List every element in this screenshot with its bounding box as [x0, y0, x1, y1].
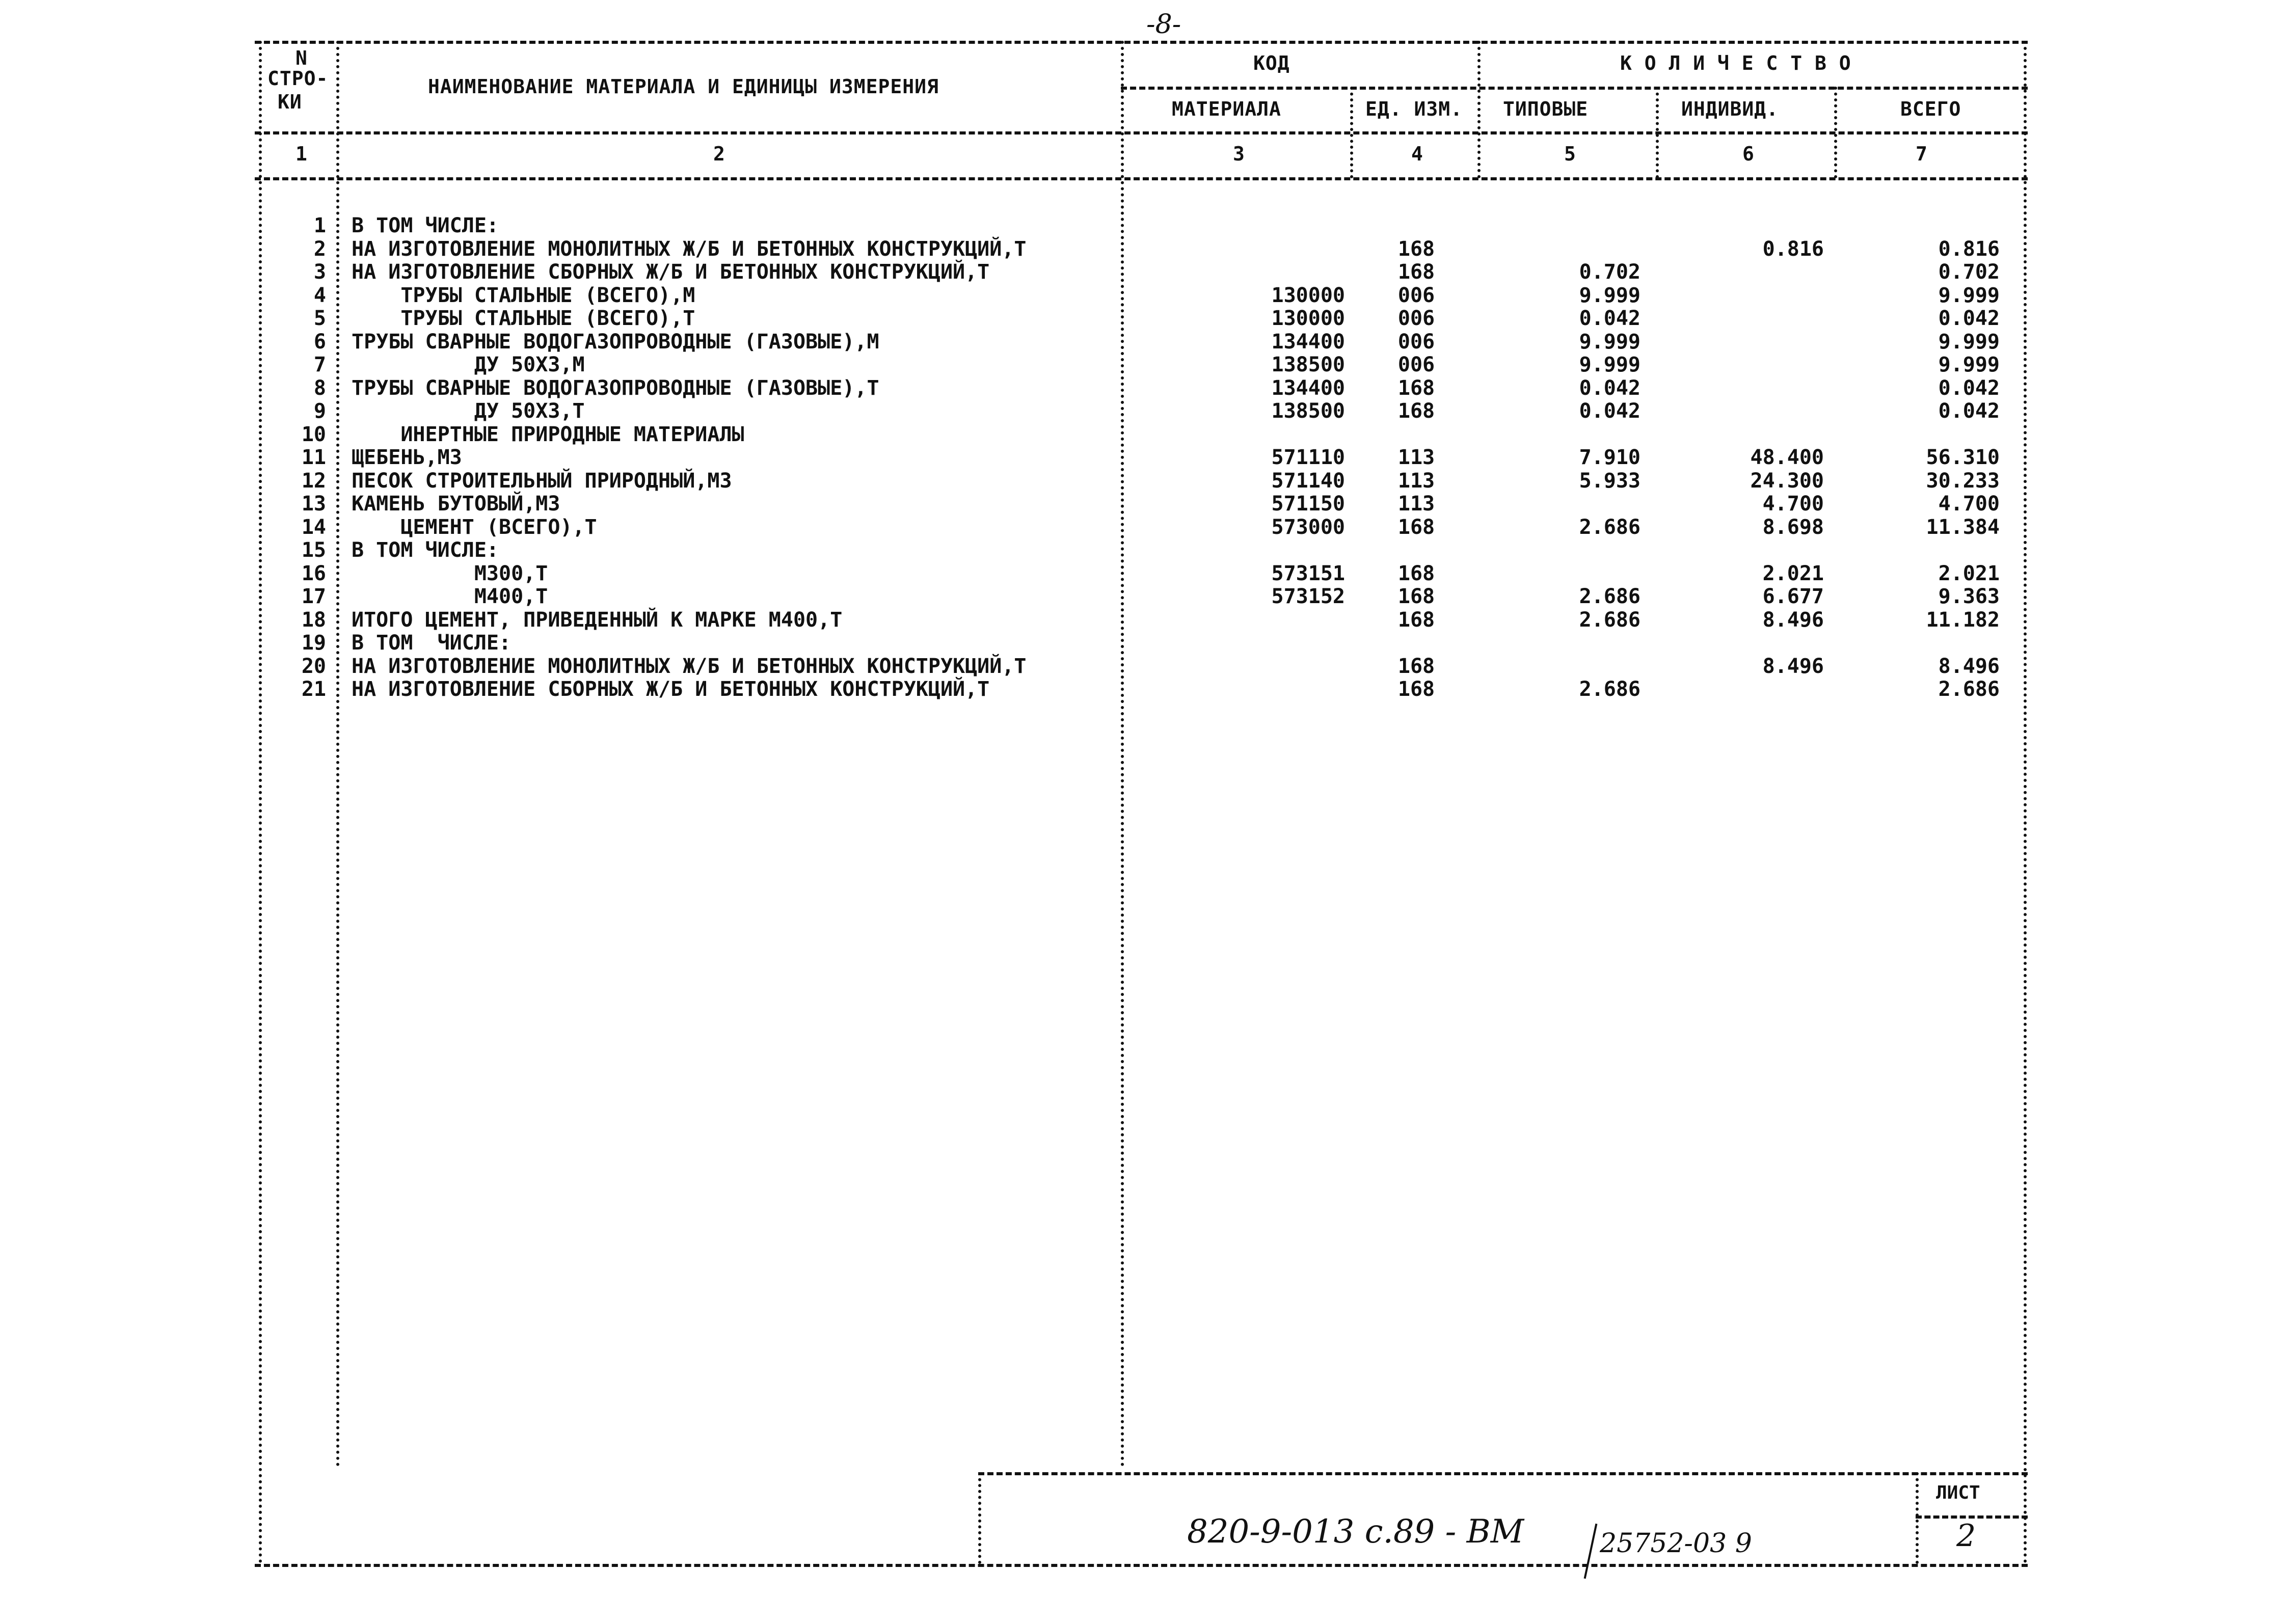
material-name: ДУ 50Х3,М — [352, 353, 585, 376]
row-number: 13 — [301, 492, 326, 516]
qty-individual: 6.677 — [1762, 585, 1824, 608]
rule-sheet-left — [1916, 1472, 1919, 1564]
unit-code: 168 — [1397, 376, 1435, 400]
table-row — [255, 562, 2028, 585]
table-row — [255, 376, 2028, 399]
material-name: НА ИЗГОТОВЛЕНИЕ МОНОЛИТНЫХ Ж/Б И БЕТОННЫХ КОНСТРУКЦИЙ,Т — [352, 654, 1027, 678]
row-number: 2 — [313, 237, 326, 261]
materials-table — [255, 41, 2028, 1579]
qty-total: 9.999 — [1938, 330, 2000, 354]
row-number: 15 — [301, 538, 326, 562]
header-col1-line2: СТРО- — [267, 67, 329, 90]
row-number: 14 — [301, 515, 326, 539]
stamp-sheet-label: ЛИСТ — [1936, 1482, 1980, 1503]
unit-code: 006 — [1397, 330, 1435, 354]
qty-total: 0.042 — [1938, 376, 2000, 400]
qty-individual: 0.816 — [1762, 237, 1824, 261]
material-name: ТРУБЫ СТАЛЬНЫЕ (ВСЕГО),Т — [352, 307, 695, 330]
material-code: 134400 — [1271, 330, 1345, 354]
qty-individual: 8.496 — [1762, 608, 1824, 632]
qty-total: 56.310 — [1926, 446, 2000, 469]
material-name: ИТОГО ЦЕМЕНТ, ПРИВЕДЕННЫЙ К МАРКЕ М400,Т — [352, 608, 843, 632]
table-row — [255, 353, 2028, 376]
colnum-5: 5 — [1564, 143, 1576, 165]
table-row — [255, 631, 2028, 654]
header-qty: К О Л И Ч Е С Т В О — [1620, 52, 1851, 74]
header-qty-typical: ТИПОВЫЕ — [1503, 98, 1589, 120]
qty-typical: 2.686 — [1579, 515, 1640, 539]
qty-individual: 8.698 — [1762, 515, 1824, 539]
material-name: НА ИЗГОТОВЛЕНИЕ СБОРНЫХ Ж/Б И БЕТОННЫХ КОНСТРУКЦИЙ,Т — [352, 678, 990, 701]
row-number: 3 — [313, 260, 326, 284]
row-number: 19 — [301, 631, 326, 655]
unit-code: 006 — [1397, 353, 1435, 376]
header-name: НАИМЕНОВАНИЕ МАТЕРИАЛА И ЕДИНИЦЫ ИЗМЕРЕНИЯ — [428, 75, 939, 98]
row-number: 6 — [313, 330, 326, 354]
qty-total: 11.182 — [1926, 608, 2000, 632]
qty-typical: 0.702 — [1579, 260, 1640, 284]
table-row — [255, 585, 2028, 608]
qty-total: 2.021 — [1938, 561, 2000, 585]
table-row — [255, 237, 2028, 260]
header-col1-line3: КИ — [278, 91, 302, 113]
material-name: ЦЕМЕНТ (ВСЕГО),Т — [352, 515, 597, 539]
rule-colnums-bottom — [255, 177, 2028, 180]
material-code: 571110 — [1271, 446, 1345, 469]
material-name: ИНЕРТНЫЕ ПРИРОДНЫЕ МАТЕРИАЛЫ — [352, 422, 744, 446]
material-code: 134400 — [1271, 376, 1345, 400]
row-number: 5 — [313, 307, 326, 330]
material-name: ПЕСОК СТРОИТЕЛЬНЫЙ ПРИРОДНЫЙ,М3 — [352, 469, 732, 493]
table-row — [255, 399, 2028, 422]
row-number: 17 — [301, 585, 326, 608]
archive-number: 25752-03 9 — [1600, 1528, 1752, 1559]
unit-code: 168 — [1397, 515, 1435, 539]
rule-stamp-left — [978, 1472, 981, 1564]
qty-individual: 8.496 — [1762, 654, 1824, 678]
material-code: 573000 — [1271, 515, 1345, 539]
table-row — [255, 516, 2028, 538]
table-row — [255, 469, 2028, 492]
qty-total: 11.384 — [1926, 515, 2000, 539]
material-name: НА ИЗГОТОВЛЕНИЕ МОНОЛИТНЫХ Ж/Б И БЕТОННЫХ КОНСТРУКЦИЙ,Т — [352, 237, 1027, 261]
header-code-unit: ЕД. ИЗМ. — [1365, 98, 1463, 120]
stamp-document-code: 820-9-013 с.89 - ВМ — [1187, 1513, 1524, 1551]
unit-code: 168 — [1397, 237, 1435, 261]
qty-individual: 24.300 — [1750, 469, 1824, 493]
row-number: 1 — [313, 214, 326, 237]
qty-individual: 2.021 — [1762, 561, 1824, 585]
unit-code: 168 — [1397, 585, 1435, 608]
rule-header-bottom — [255, 131, 2028, 134]
table-row — [255, 330, 2028, 353]
row-number: 7 — [313, 353, 326, 376]
material-name: В ТОМ ЧИСЛЕ: — [352, 538, 499, 562]
colnum-4: 4 — [1411, 143, 1423, 165]
colnum-2: 2 — [713, 143, 725, 165]
row-number: 16 — [301, 561, 326, 585]
material-name: ТРУБЫ СВАРНЫЕ ВОДОГАЗОПРОВОДНЫЕ (ГАЗОВЫЕ),М — [352, 330, 879, 354]
header-qty-individual: ИНДИВИД. — [1681, 98, 1779, 120]
header-code: КОД — [1253, 52, 1290, 74]
material-name: ТРУБЫ СТАЛЬНЫЕ (ВСЕГО),М — [352, 283, 695, 307]
table-row — [255, 492, 2028, 515]
qty-total: 9.999 — [1938, 353, 2000, 376]
header-col1-line1: N — [295, 47, 308, 69]
qty-typical: 0.042 — [1579, 399, 1640, 423]
stamp-sheet-value: 2 — [1956, 1518, 1976, 1554]
qty-typical: 9.999 — [1579, 353, 1640, 376]
qty-individual: 48.400 — [1750, 446, 1824, 469]
qty-typical: 5.933 — [1579, 469, 1640, 493]
colnum-7: 7 — [1916, 143, 1928, 165]
rule-typical-indiv — [1656, 87, 1659, 178]
row-number: 12 — [301, 469, 326, 493]
unit-code: 113 — [1397, 446, 1435, 469]
material-name: В ТОМ ЧИСЛЕ: — [352, 631, 512, 655]
qty-typical: 2.686 — [1579, 678, 1640, 701]
qty-typical: 0.042 — [1579, 376, 1640, 400]
rule-top — [255, 41, 2028, 44]
qty-typical: 2.686 — [1579, 608, 1640, 632]
colnum-3: 3 — [1233, 143, 1245, 165]
table-row — [255, 538, 2028, 561]
row-number: 4 — [313, 283, 326, 307]
rule-code-unit — [1350, 87, 1353, 178]
qty-total: 9.999 — [1938, 283, 2000, 307]
table-row — [255, 655, 2028, 678]
colnum-6: 6 — [1742, 143, 1755, 165]
table-row — [255, 608, 2028, 631]
material-code: 138500 — [1271, 399, 1345, 423]
rule-stamp-top — [978, 1472, 2028, 1475]
unit-code: 168 — [1397, 608, 1435, 632]
table-row — [255, 423, 2028, 446]
unit-code: 006 — [1397, 307, 1435, 330]
unit-code: 168 — [1397, 678, 1435, 701]
material-name: В ТОМ ЧИСЛЕ: — [352, 214, 499, 237]
page-number: -8- — [1146, 9, 1181, 40]
qty-individual: 4.700 — [1762, 492, 1824, 516]
qty-total: 9.363 — [1938, 585, 2000, 608]
qty-total: 8.496 — [1938, 654, 2000, 678]
material-name: М400,Т — [352, 585, 548, 608]
material-name: КАМЕНЬ БУТОВЫЙ,М3 — [352, 492, 560, 516]
material-name: ЩЕБЕНЬ,М3 — [352, 446, 462, 469]
material-code: 130000 — [1271, 307, 1345, 330]
rule-indiv-total — [1834, 87, 1837, 178]
material-code: 573152 — [1271, 585, 1345, 608]
qty-total: 0.042 — [1938, 307, 2000, 330]
material-name: М300,Т — [352, 561, 548, 585]
colnum-1: 1 — [295, 143, 308, 165]
table-row — [255, 446, 2028, 469]
unit-code: 168 — [1397, 654, 1435, 678]
qty-typical: 0.042 — [1579, 307, 1640, 330]
table-row — [255, 678, 2028, 700]
material-code: 573151 — [1271, 561, 1345, 585]
qty-total: 0.702 — [1938, 260, 2000, 284]
material-name: ТРУБЫ СВАРНЫЕ ВОДОГАЗОПРОВОДНЫЕ (ГАЗОВЫЕ),Т — [352, 376, 879, 400]
material-code: 138500 — [1271, 353, 1345, 376]
unit-code: 168 — [1397, 260, 1435, 284]
qty-total: 30.233 — [1926, 469, 2000, 493]
row-number: 11 — [301, 446, 326, 469]
row-number: 8 — [313, 376, 326, 400]
row-number: 20 — [301, 654, 326, 678]
qty-total: 4.700 — [1938, 492, 2000, 516]
material-code: 571140 — [1271, 469, 1345, 493]
qty-total: 0.816 — [1938, 237, 2000, 261]
unit-code: 113 — [1397, 492, 1435, 516]
qty-typical: 7.910 — [1579, 446, 1640, 469]
table-row — [255, 284, 2028, 307]
unit-code: 168 — [1397, 399, 1435, 423]
table-row — [255, 307, 2028, 330]
row-number: 10 — [301, 422, 326, 446]
header-qty-total: ВСЕГО — [1900, 98, 1961, 120]
qty-typical: 9.999 — [1579, 283, 1640, 307]
material-name: ДУ 50Х3,Т — [352, 399, 585, 423]
table-row — [255, 260, 2028, 283]
unit-code: 168 — [1397, 561, 1435, 585]
qty-typical: 2.686 — [1579, 585, 1640, 608]
row-number: 9 — [313, 399, 326, 423]
rule-unit-typical — [1477, 41, 1481, 178]
table-row — [255, 214, 2028, 237]
row-number: 18 — [301, 608, 326, 632]
unit-code: 113 — [1397, 469, 1435, 493]
qty-total: 0.042 — [1938, 399, 2000, 423]
row-number: 21 — [301, 678, 326, 701]
qty-total: 2.686 — [1938, 678, 2000, 701]
material-code: 130000 — [1271, 283, 1345, 307]
material-name: НА ИЗГОТОВЛЕНИЕ СБОРНЫХ Ж/Б И БЕТОННЫХ КОНСТРУКЦИЙ,Т — [352, 260, 990, 284]
material-code: 571150 — [1271, 492, 1345, 516]
rule-bottom — [255, 1564, 2028, 1567]
qty-typical: 9.999 — [1579, 330, 1640, 354]
header-code-material: МАТЕРИАЛА — [1172, 98, 1281, 120]
rule-header-mid — [1121, 87, 2028, 90]
unit-code: 006 — [1397, 283, 1435, 307]
